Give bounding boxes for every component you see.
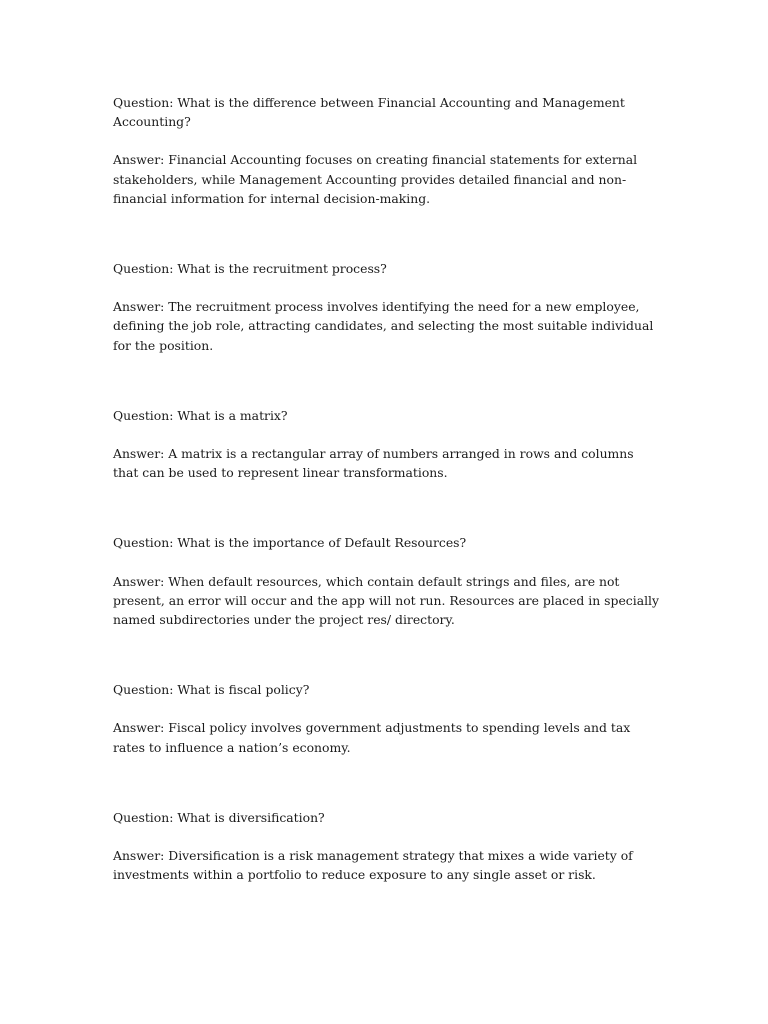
qa-item-default-resources [113,533,661,629]
answer-text: Answer: The recruitment process involves identifying the need for a new employee, defining the job role, attracting candidates, and selecting the most suitable individual for the position. [113,299,654,353]
question-text: Question: What is diversification? [113,809,325,825]
question-text: Question: What is the recruitment process? [113,261,387,277]
answer-text: Answer: Fiscal policy involves government adjustments to spending levels and tax rates to influence a nation’s economy. [113,720,631,755]
question-text: Question: What is the importance of Default Resources? [113,535,467,551]
answer-text: Answer: When default resources, which contain default strings and files, are not present, an error will occur and the app will not run. Resources are placed in specially named subdirectories under the project res/ directory. [113,573,660,628]
qa-list [113,93,661,935]
question-text: Question: What is a matrix? [113,407,288,423]
qa-item-recruitment-process [113,259,661,355]
qa-item-matrix [113,406,661,483]
qa-item-diversification [113,808,661,885]
answer-text: Answer: Diversification is a risk management strategy that mixes a wide variety of investments within a portfolio to reduce exposure to any single asset or risk. [113,848,633,883]
qa-item-financial-accounting [113,93,661,208]
answer-text: Answer: Financial Accounting focuses on creating financial statements for external stakeholders, while Management Accounting provides detailed financial and non-financial information for internal decision-making. [113,152,638,206]
question-text: Question: What is the difference between Financial Accounting and Management Accounting? [113,95,625,130]
question-text: Question: What is fiscal policy? [113,682,310,698]
qa-item-fiscal-policy [113,680,661,757]
answer-text: Answer: A matrix is a rectangular array of numbers arranged in rows and columns that can be used to represent linear transformations. [113,446,634,481]
